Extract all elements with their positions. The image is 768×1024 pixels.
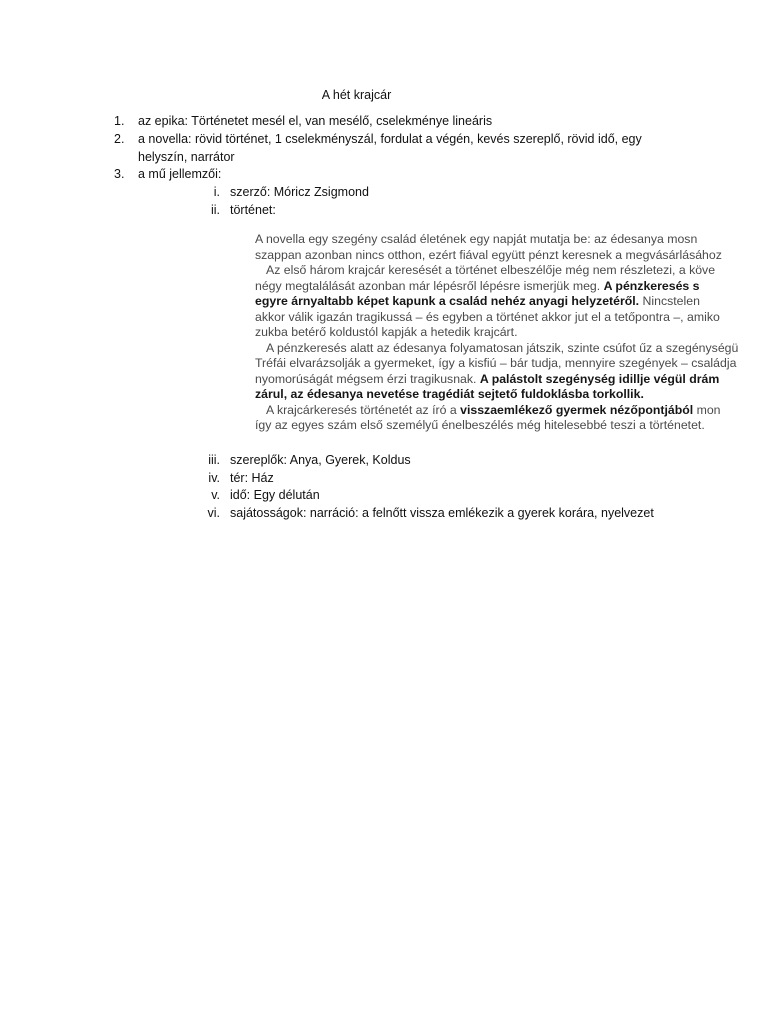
excerpt-text: négy megtalálását azonban már lépésről lépésre ismerjük meg. xyxy=(255,278,604,293)
list-item-number: 2. xyxy=(114,132,125,146)
sublist-item-text: szereplők: Anya, Gyerek, Koldus xyxy=(230,453,411,467)
excerpt-line xyxy=(255,372,768,388)
excerpt-line xyxy=(255,403,768,419)
sublist-item-number: v. xyxy=(211,488,220,502)
excerpt-line xyxy=(255,294,768,310)
excerpt-text: A krajcárkeresés történetét az író a xyxy=(266,402,461,417)
sublist-item-text: sajátosságok: narráció: a felnőtt vissza emlékezik a gyerek korára, nyelvezet xyxy=(230,506,654,520)
excerpt-line xyxy=(255,387,768,403)
excerpt-line xyxy=(255,279,768,295)
list-item-number: 3. xyxy=(114,167,125,181)
sublist-item-number: iii. xyxy=(208,453,220,467)
excerpt-line xyxy=(255,248,768,264)
excerpt-bold-text: visszaemlékező gyermek nézőpontjából xyxy=(460,402,694,417)
sublist-item-number: i. xyxy=(213,185,220,199)
excerpt-text: akkor válik igazán tragikussá – és egyben a történet akkor jut el a tetőpontra –, amiko xyxy=(255,309,720,324)
excerpt-bold-text: zárul, az édesanya nevetése tragédiát sejtető fuldoklásba torkollik. xyxy=(255,387,644,401)
list-item-number: 1. xyxy=(114,114,125,128)
excerpt-text: Tréfái elvarázsolják a gyermeket, így a kisfiú – bár tudja, mennyire szegények – családja xyxy=(255,356,737,370)
sublist-item-text: szerző: Móricz Zsigmond xyxy=(230,185,369,199)
excerpt-text: szappan azonban nincs otthon, ezért fiával együtt pénzt keresnek a megvásárlásához xyxy=(255,247,722,262)
excerpt-text: Nincstelen xyxy=(639,294,700,308)
excerpt-bold-text: egyre árnyaltabb képet kapunk a család nehéz anyagi helyzetéről. xyxy=(255,294,640,308)
excerpt-text: így az egyes szám első személyű énelbeszélés még hitelesebbé teszi a történetet. xyxy=(255,418,705,432)
excerpt-line xyxy=(255,341,768,357)
scanned-text-excerpt xyxy=(255,232,768,446)
excerpt-line xyxy=(255,232,768,248)
excerpt-text: mon xyxy=(693,402,721,417)
list-item-text: helyszín, narrátor xyxy=(138,150,235,164)
sublist-item-text: történet: xyxy=(230,203,276,217)
sublist-item-number: vi. xyxy=(207,506,220,520)
excerpt-text: A novella egy szegény család életének egy napját mutatja be: az édesanya mosn xyxy=(255,232,698,246)
excerpt-line xyxy=(255,263,768,279)
excerpt-text: A pénzkeresés alatt az édesanya folyamatosan játszik, szinte csúfot űz a szegénységü xyxy=(266,340,739,355)
excerpt-text: Az első három krajcár keresését a történet elbeszélője még nem részletezi, a köve xyxy=(266,263,716,277)
list-item-text: a mű jellemzői: xyxy=(138,167,222,181)
list-item-text: az epika: Történetet mesél el, van mesélő, cselekménye lineáris xyxy=(138,114,493,128)
excerpt-line xyxy=(255,418,768,434)
sublist-item-text: tér: Ház xyxy=(230,471,274,485)
sublist-item-text: idő: Egy délután xyxy=(230,488,320,502)
excerpt-line xyxy=(255,356,768,372)
sublist-item-number: ii. xyxy=(210,203,220,217)
list-item-text: a novella: rövid történet, 1 cselekményszál, fordulat a végén, kevés szereplő, rövid idő, egy xyxy=(138,132,642,146)
excerpt-text: zukba betérő koldustól kapják a hetedik krajcárt. xyxy=(255,325,518,339)
excerpt-bold-text: A palástolt szegénység idillje végül drám xyxy=(479,371,720,386)
excerpt-text: nyomorúságát mégsem érzi tragikusnak. xyxy=(255,371,480,386)
excerpt-bold-text: A pénzkeresés s xyxy=(603,278,700,293)
excerpt-line xyxy=(255,325,768,341)
excerpt-line xyxy=(255,310,768,326)
document-title: A hét krajcár xyxy=(321,88,392,102)
sublist-item-number: iv. xyxy=(208,471,220,485)
